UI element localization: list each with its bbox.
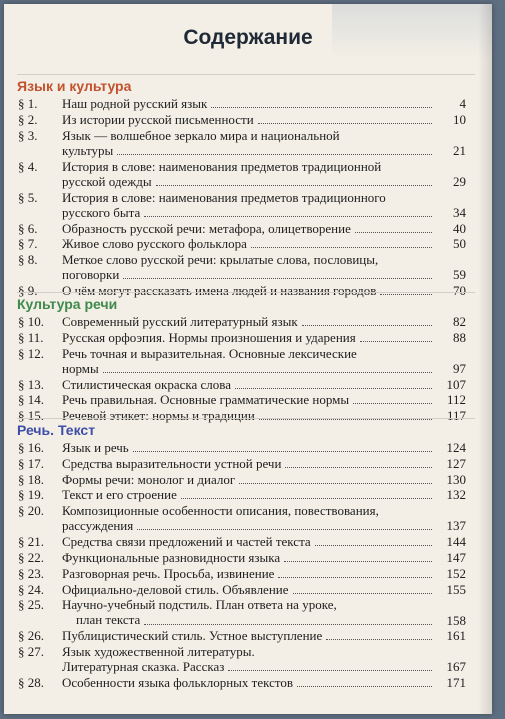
toc-entry[interactable] bbox=[18, 392, 466, 407]
toc-entry[interactable] bbox=[18, 582, 466, 597]
entry-number: § 9. bbox=[18, 283, 38, 299]
dot-leader bbox=[156, 185, 432, 186]
dot-leader bbox=[353, 403, 432, 404]
entry-page-number: 137 bbox=[446, 518, 466, 534]
entry-page-number: 130 bbox=[446, 471, 466, 487]
entry-title bbox=[62, 534, 436, 549]
entry-page-number: 88 bbox=[453, 329, 466, 345]
entry-page-number: 152 bbox=[446, 565, 466, 581]
entry-number: § 28. bbox=[18, 675, 44, 691]
entry-page-number: 171 bbox=[446, 675, 466, 691]
entry-title-line: Речь точная и выразительная. Основные лексические bbox=[62, 345, 357, 361]
entry-number: § 27. bbox=[18, 644, 44, 660]
entry-page-number: 124 bbox=[446, 440, 466, 455]
entry-title-line: Публицистический стиль. Устное выступление bbox=[62, 628, 323, 644]
entry-title-line: Язык художественной литературы. bbox=[62, 644, 255, 660]
entry-title-line: Речь правильная. Основные грамматические нормы bbox=[62, 392, 350, 408]
toc-entry[interactable] bbox=[18, 597, 466, 627]
entry-title-line: Текст и его строение bbox=[62, 487, 177, 503]
dot-leader bbox=[297, 686, 432, 687]
toc-entry[interactable] bbox=[18, 221, 466, 236]
toc-entry[interactable] bbox=[18, 159, 466, 189]
entry-title bbox=[62, 112, 436, 127]
entry-number: § 10. bbox=[18, 314, 44, 329]
toc-entry[interactable] bbox=[18, 534, 466, 549]
entry-title-line: Официально-деловой стиль. Объявление bbox=[62, 581, 289, 597]
entry-title-line: Язык и речь bbox=[62, 440, 129, 455]
entry-page-number: 59 bbox=[453, 267, 466, 283]
dot-leader bbox=[103, 372, 432, 373]
toc-entry[interactable] bbox=[18, 503, 466, 533]
dot-leader bbox=[355, 232, 432, 233]
dot-leader bbox=[117, 154, 432, 155]
entry-title-line: Разговорная речь. Просьба, извинение bbox=[62, 565, 275, 581]
entry-title bbox=[62, 377, 436, 392]
dot-leader bbox=[235, 388, 432, 389]
entry-page-number: 117 bbox=[446, 408, 466, 424]
entry-title bbox=[62, 330, 436, 345]
entry-number: § 16. bbox=[18, 440, 44, 455]
section-heading: Язык и культура bbox=[17, 74, 475, 94]
entry-title-line: История в слове: наименования предметов традиционной bbox=[62, 158, 382, 174]
entry-title bbox=[62, 550, 436, 565]
entry-title-line: Формы речи: монолог и диалог bbox=[62, 471, 236, 487]
entry-title-line: О чём могут рассказать имена людей и названия городов bbox=[62, 283, 377, 299]
dot-leader bbox=[123, 278, 432, 279]
toc-entry[interactable] bbox=[18, 96, 466, 111]
dot-leader bbox=[315, 545, 432, 546]
entry-title-line: Живое слово русского фольклора bbox=[62, 236, 247, 252]
dot-leader bbox=[239, 483, 432, 484]
entry-number: § 19. bbox=[18, 487, 44, 503]
toc-entry[interactable] bbox=[18, 252, 466, 282]
dot-leader bbox=[326, 639, 432, 640]
toc-entry[interactable] bbox=[18, 440, 466, 455]
entry-title bbox=[62, 456, 436, 471]
entry-title-line: поговорки bbox=[62, 267, 120, 283]
entry-number: § 5. bbox=[18, 189, 38, 205]
toc-entry[interactable] bbox=[18, 330, 466, 345]
book-page bbox=[4, 4, 492, 714]
entry-number: § 8. bbox=[18, 252, 38, 268]
entry-page-number: 40 bbox=[453, 220, 466, 236]
toc-entry[interactable] bbox=[18, 346, 466, 376]
entry-title-line: Средства связи предложений и частей текста bbox=[62, 534, 311, 550]
dot-leader bbox=[284, 561, 432, 562]
entry-title-line: план текста bbox=[76, 612, 141, 628]
entry-number: § 15. bbox=[18, 408, 44, 424]
entry-title-line: Функциональные разновидности языка bbox=[62, 550, 281, 565]
entry-number: § 18. bbox=[18, 471, 44, 487]
entry-title-line: рассуждения bbox=[62, 518, 134, 534]
entry-page-number: 70 bbox=[453, 283, 466, 299]
section-heading: Речь. Текст bbox=[17, 418, 475, 438]
entry-number: § 14. bbox=[18, 392, 44, 408]
entry-number: § 13. bbox=[18, 376, 44, 392]
entry-page-number: 112 bbox=[446, 392, 466, 408]
entry-number: § 4. bbox=[18, 158, 38, 174]
entry-number: § 17. bbox=[18, 455, 44, 471]
dot-leader bbox=[144, 216, 432, 217]
entry-title bbox=[62, 96, 436, 111]
entry-page-number: 161 bbox=[446, 628, 466, 644]
toc-entry[interactable] bbox=[18, 644, 466, 674]
entry-page-number: 144 bbox=[446, 534, 466, 550]
entry-title-line: Современный русский литературный язык bbox=[62, 314, 298, 329]
entry-number: § 12. bbox=[18, 345, 44, 361]
entry-page-number: 167 bbox=[446, 659, 466, 675]
page-title: Содержание bbox=[183, 26, 313, 49]
dot-leader bbox=[211, 107, 432, 108]
toc-entry[interactable] bbox=[18, 487, 466, 502]
toc-entry[interactable] bbox=[18, 190, 466, 220]
entry-title bbox=[62, 314, 436, 329]
toc-entry[interactable] bbox=[18, 550, 466, 565]
entry-page-number: 82 bbox=[453, 314, 466, 329]
entry-title-line: Научно-учебный подстиль. План ответа на уроке, bbox=[62, 597, 337, 613]
entry-number: § 6. bbox=[18, 220, 38, 236]
entry-title-line: Из истории русской письменности bbox=[62, 111, 254, 127]
entry-title bbox=[62, 440, 436, 455]
dot-leader bbox=[293, 593, 432, 594]
toc-entry[interactable] bbox=[18, 628, 466, 643]
dot-leader bbox=[302, 325, 432, 326]
entry-number: § 22. bbox=[18, 550, 44, 565]
entry-title bbox=[62, 675, 436, 690]
entry-title bbox=[62, 582, 436, 597]
toc-entry[interactable] bbox=[18, 236, 466, 251]
entry-title bbox=[62, 566, 436, 581]
dot-leader bbox=[285, 467, 432, 468]
entry-title-line: Литературная сказка. Рассказ bbox=[62, 659, 225, 675]
entry-title-line: русской одежды bbox=[62, 173, 152, 189]
entry-title-line: Русская орфоэпия. Нормы произношения и ударения bbox=[62, 329, 356, 345]
section-heading: Культура речи bbox=[17, 292, 475, 312]
entry-number: § 7. bbox=[18, 236, 38, 252]
entry-title bbox=[62, 392, 436, 407]
entry-page-number: 4 bbox=[459, 96, 466, 111]
entry-title bbox=[62, 472, 436, 487]
entry-number: § 11. bbox=[18, 329, 44, 345]
entry-title-line: Меткое слово русской речи: крылатые слова, пословицы, bbox=[62, 252, 379, 268]
toc-entry[interactable] bbox=[18, 377, 466, 392]
toc-entry[interactable] bbox=[18, 675, 466, 690]
entry-page-number: 50 bbox=[453, 236, 466, 252]
entry-page-number: 34 bbox=[453, 204, 466, 220]
entry-page-number: 29 bbox=[453, 173, 466, 189]
dot-leader bbox=[181, 498, 432, 499]
toc-entry[interactable] bbox=[18, 566, 466, 581]
toc-entry[interactable] bbox=[18, 112, 466, 127]
entry-number: § 2. bbox=[18, 111, 38, 127]
entry-page-number: 97 bbox=[453, 360, 466, 376]
entry-page-number: 158 bbox=[446, 612, 466, 628]
entry-number: § 24. bbox=[18, 581, 44, 597]
entry-number: § 3. bbox=[18, 127, 38, 143]
entry-number: § 23. bbox=[18, 565, 44, 581]
dot-leader bbox=[258, 123, 432, 124]
entry-page-number: 127 bbox=[446, 455, 466, 471]
dot-leader bbox=[137, 529, 432, 530]
entry-title bbox=[62, 236, 436, 251]
entry-title-line: Композиционные особенности описания, повествования, bbox=[62, 503, 379, 519]
entry-page-number: 147 bbox=[446, 550, 466, 565]
entry-title-line: Наш родной русский язык bbox=[62, 96, 208, 111]
toc-entry[interactable] bbox=[18, 472, 466, 487]
toc-entry[interactable] bbox=[18, 314, 466, 329]
entry-title-line: нормы bbox=[62, 360, 99, 376]
entry-title bbox=[62, 221, 436, 236]
entry-page-number: 132 bbox=[446, 487, 466, 503]
entry-number: § 20. bbox=[18, 503, 44, 519]
entry-title-line: Особенности языка фольклорных текстов bbox=[62, 675, 294, 691]
entry-title-line: Образность русской речи: метафора, олицетворение bbox=[62, 220, 351, 236]
dot-leader bbox=[133, 451, 432, 452]
entry-title-line: История в слове: наименования предметов традиционного bbox=[62, 189, 386, 205]
toc-entry[interactable] bbox=[18, 128, 466, 158]
entry-title-line: Язык — волшебное зеркало мира и национальной bbox=[62, 127, 340, 143]
entry-title bbox=[62, 487, 436, 502]
dot-leader bbox=[251, 247, 432, 248]
entry-title bbox=[62, 628, 436, 643]
entry-title-line: Стилистическая окраска слова bbox=[62, 376, 231, 392]
entry-number: § 25. bbox=[18, 597, 44, 613]
entry-title-line: Речевой этикет: нормы и традиции bbox=[62, 408, 255, 424]
dot-leader bbox=[228, 670, 432, 671]
dot-leader bbox=[278, 577, 432, 578]
dot-leader bbox=[144, 624, 432, 625]
entry-number: § 26. bbox=[18, 628, 44, 644]
entry-title-line: культуры bbox=[62, 142, 114, 158]
entry-title-line: Средства выразительности устной речи bbox=[62, 455, 282, 471]
entry-title-line: русского быта bbox=[62, 204, 141, 220]
entry-page-number: 155 bbox=[446, 581, 466, 597]
entry-page-number: 107 bbox=[446, 376, 466, 392]
entry-page-number: 21 bbox=[453, 142, 466, 158]
entry-number: § 1. bbox=[18, 96, 38, 111]
toc-entry[interactable] bbox=[18, 456, 466, 471]
entry-number: § 21. bbox=[18, 534, 44, 550]
dot-leader bbox=[360, 341, 432, 342]
entry-page-number: 10 bbox=[453, 111, 466, 127]
